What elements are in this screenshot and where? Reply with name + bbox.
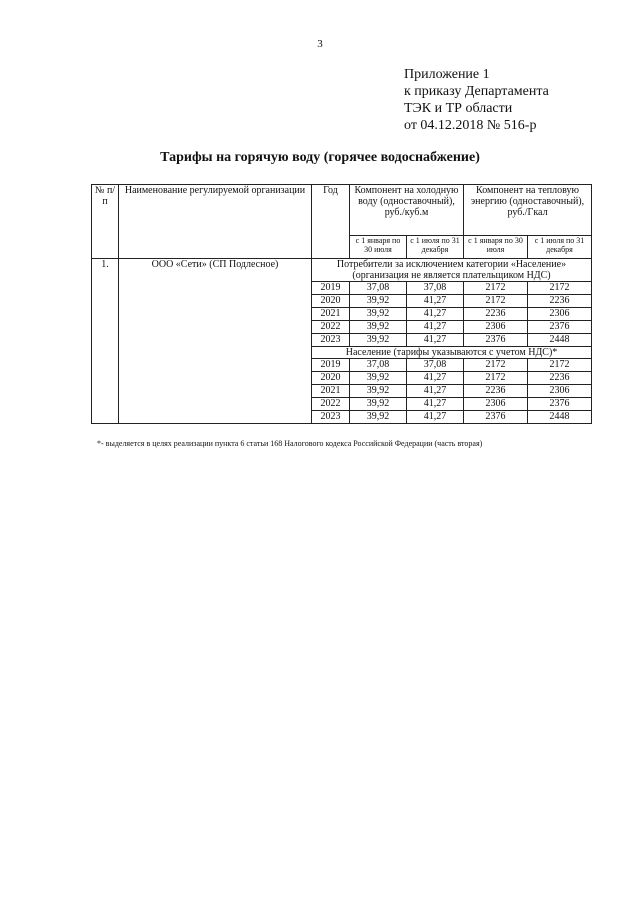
document-title: Тарифы на горячую воду (горячее водоснабжение) — [160, 150, 480, 165]
value-cell: 39,92 — [350, 321, 407, 334]
appendix-line-1: Приложение 1 — [404, 67, 490, 82]
value-cell: 2172 — [464, 295, 528, 308]
value-cell: 2306 — [528, 308, 592, 321]
appendix-line-2: к приказу Департамента — [404, 84, 549, 99]
tariff-table — [91, 184, 592, 424]
value-cell: 41,27 — [407, 411, 464, 424]
value-cell: 2376 — [464, 411, 528, 424]
appendix-reference — [404, 66, 549, 134]
appendix-line-3: ТЭК и ТР области — [404, 101, 513, 116]
value-cell: 41,27 — [407, 308, 464, 321]
header-period-2: с 1 июля по 31 декабря — [407, 236, 464, 259]
value-cell: 2236 — [528, 372, 592, 385]
header-heat-energy: Компонент на тепловую энергию (одноставочный), руб./Гкал — [464, 185, 592, 236]
value-cell: 39,92 — [350, 385, 407, 398]
year-cell: 2020 — [312, 372, 350, 385]
year-cell: 2022 — [312, 398, 350, 411]
year-cell: 2019 — [312, 359, 350, 372]
value-cell: 2172 — [464, 372, 528, 385]
year-cell: 2023 — [312, 334, 350, 347]
value-cell: 2306 — [464, 398, 528, 411]
year-cell: 2021 — [312, 385, 350, 398]
appendix-line-4: от 04.12.2018 № 516-р — [404, 118, 537, 133]
value-cell: 2306 — [528, 385, 592, 398]
category-label: Население (тарифы указываются с учетом НДС)* — [312, 347, 592, 359]
value-cell: 2376 — [528, 398, 592, 411]
footnote: *- выделяется в целях реализации пункта 6 статьи 168 Налогового кодекса Российской Федерации (часть вторая) — [97, 439, 483, 448]
value-cell: 39,92 — [350, 398, 407, 411]
value-cell: 2172 — [464, 359, 528, 372]
value-cell: 41,27 — [407, 295, 464, 308]
value-cell: 2376 — [464, 334, 528, 347]
header-period-3: с 1 января по 30 июля — [464, 236, 528, 259]
header-cold-water: Компонент на холодную воду (одноставочный), руб./куб.м — [350, 185, 464, 236]
value-cell: 2172 — [528, 359, 592, 372]
value-cell: 41,27 — [407, 385, 464, 398]
row-number: 1. — [92, 259, 119, 424]
year-cell: 2022 — [312, 321, 350, 334]
header-year: Год — [312, 185, 350, 259]
value-cell: 2236 — [528, 295, 592, 308]
value-cell: 39,92 — [350, 372, 407, 385]
value-cell: 39,92 — [350, 334, 407, 347]
header-number: № п/п — [92, 185, 119, 259]
value-cell: 37,08 — [407, 359, 464, 372]
value-cell: 2448 — [528, 334, 592, 347]
value-cell: 39,92 — [350, 295, 407, 308]
value-cell: 37,08 — [350, 359, 407, 372]
category-label: Потребители за исключением категории «Население» (организация не является плательщиком НДС) — [312, 259, 592, 282]
value-cell: 39,92 — [350, 411, 407, 424]
value-cell: 2236 — [464, 385, 528, 398]
value-cell: 2236 — [464, 308, 528, 321]
value-cell: 41,27 — [407, 398, 464, 411]
year-cell: 2019 — [312, 282, 350, 295]
value-cell: 41,27 — [407, 321, 464, 334]
header-period-4: с 1 июля по 31 декабря — [528, 236, 592, 259]
header-period-1: с 1 января по 30 июля — [350, 236, 407, 259]
year-cell: 2023 — [312, 411, 350, 424]
value-cell: 2306 — [464, 321, 528, 334]
value-cell: 39,92 — [350, 308, 407, 321]
value-cell: 37,08 — [350, 282, 407, 295]
value-cell: 2172 — [528, 282, 592, 295]
organization-name: ООО «Сети» (СП Подлесное) — [119, 259, 312, 424]
value-cell: 2172 — [464, 282, 528, 295]
value-cell: 2376 — [528, 321, 592, 334]
page-number: 3 — [317, 38, 323, 50]
value-cell: 37,08 — [407, 282, 464, 295]
year-cell: 2020 — [312, 295, 350, 308]
year-cell: 2021 — [312, 308, 350, 321]
header-organization: Наименование регулируемой организации — [119, 185, 312, 259]
value-cell: 41,27 — [407, 372, 464, 385]
value-cell: 41,27 — [407, 334, 464, 347]
value-cell: 2448 — [528, 411, 592, 424]
